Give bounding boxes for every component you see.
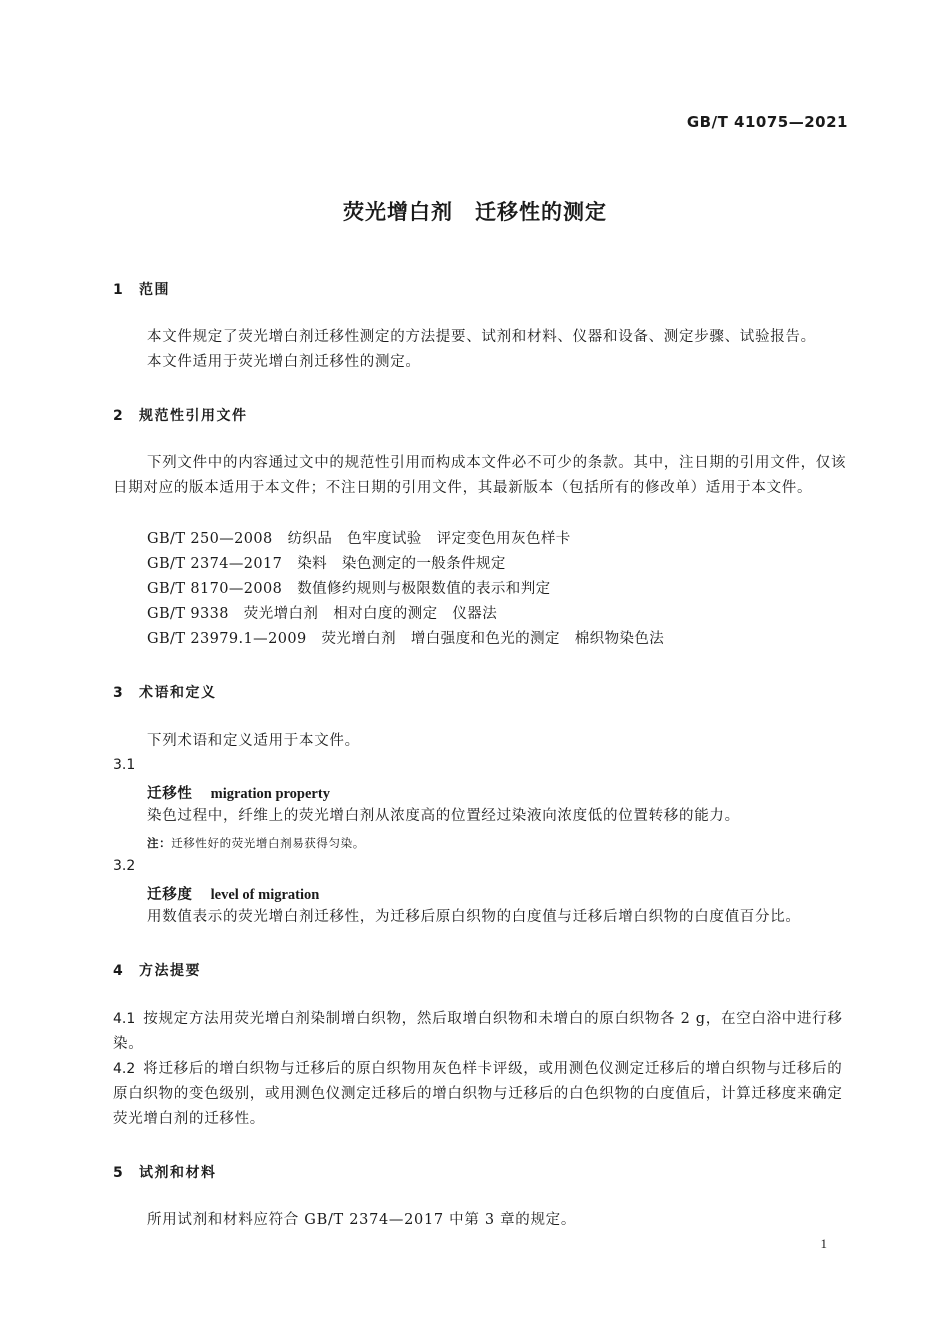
reference-item: GB/T 23979.1—2009 荧光增白剂 增白强度和色光的测定 棉织物染色法	[147, 631, 665, 647]
term-definition: 用数值表示的荧光增白剂迁移性，为迁移后原白织物的白度值与迁移后增白织物的白度值百分比。	[147, 909, 801, 925]
section-5-paragraph-1: 所用试剂和材料应符合 GB/T 2374—2017 中第 3 章的规定。	[147, 1212, 577, 1228]
section-5-heading	[113, 1162, 217, 1182]
page-number: 1	[820, 1236, 827, 1251]
section-title: 方法提要	[139, 963, 201, 979]
document-id: GB/T 41075—2021	[686, 113, 848, 131]
clause-number: 4.2	[113, 1061, 136, 1077]
section-number: 5	[113, 1165, 125, 1181]
section-2-heading	[113, 405, 248, 425]
section-title: 规范性引用文件	[139, 408, 248, 424]
term-number: 3.2	[113, 858, 136, 874]
note-text: 迁移性好的荧光增白剂易获得匀染。	[171, 836, 365, 850]
term-heading	[147, 883, 319, 904]
clause-text: 将迁移后的增白织物与迁移后的原白织物用灰色样卡评级，或用测色仪测定迁移后的增白织物与迁移后的原白织物的变色级别，或用测色仪测定迁移后的增白织物与迁移后的白色织物的白度值后，计算迁移度来确定荧光增白剂的迁移性。	[113, 1061, 843, 1127]
section-4-heading	[113, 960, 201, 980]
section-1-paragraph-1: 本文件规定了荧光增白剂迁移性测定的方法提要、试剂和材料、仪器和设备、测定步骤、试验报告。	[147, 329, 816, 345]
term-zh: 迁移度	[147, 886, 193, 903]
clause-number: 4.1	[113, 1011, 136, 1027]
term-number: 3.1	[113, 757, 136, 773]
document-title: 荧光增白剂 迁移性的测定	[343, 200, 607, 224]
section-number: 2	[113, 408, 125, 424]
section-2-paragraph-1: 下列文件中的内容通过文中的规范性引用而构成本文件必不可少的条款。其中，注日期的引用文件，仅该日期对应的版本适用于本文件；不注日期的引用文件，其最新版本（包括所有的修改单）适用于本文件。	[113, 455, 847, 496]
section-1-heading	[113, 279, 170, 299]
section-3-heading	[113, 682, 217, 702]
reference-item: GB/T 8170—2008 数值修约规则与极限数值的表示和判定	[147, 581, 551, 597]
term-en: level of migration	[210, 887, 320, 903]
section-title: 术语和定义	[139, 685, 217, 701]
normative-references-list	[147, 527, 664, 652]
term-definition: 染色过程中，纤维上的荧光增白剂从浓度高的位置经过染液向浓度低的位置转移的能力。	[147, 808, 740, 824]
clause-text: 按规定方法用荧光增白剂染制增白织物，然后取增白织物和未增白的原白织物各 2 g，在空白浴中进行移染。	[113, 1011, 843, 1052]
section-number: 4	[113, 963, 125, 979]
note-label: 注：	[147, 836, 172, 850]
section-1-paragraph-2: 本文件适用于荧光增白剂迁移性的测定。	[147, 354, 421, 370]
term-heading	[147, 782, 330, 803]
clause-4-2	[113, 1057, 853, 1132]
term-zh: 迁移性	[147, 785, 193, 802]
reference-item: GB/T 2374—2017 染料 染色测定的一般条件规定	[147, 556, 506, 572]
reference-item: GB/T 250—2008 纺织品 色牢度试验 评定变色用灰色样卡	[147, 531, 571, 547]
reference-item: GB/T 9338 荧光增白剂 相对白度的测定 仪器法	[147, 606, 498, 622]
term-en: migration property	[210, 786, 330, 802]
term-note	[147, 835, 365, 851]
section-number: 1	[113, 282, 125, 298]
section-title: 范围	[139, 282, 170, 298]
clause-4-1	[113, 1007, 853, 1057]
section-title: 试剂和材料	[139, 1165, 217, 1181]
section-number: 3	[113, 685, 125, 701]
section-3-paragraph-1: 下列术语和定义适用于本文件。	[147, 733, 360, 749]
